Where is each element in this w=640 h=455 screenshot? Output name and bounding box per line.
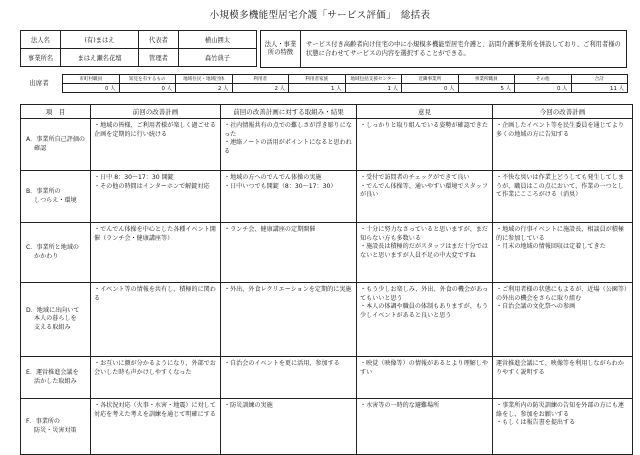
next-plan-cell — [493, 223, 633, 283]
attendee-count: 11 人 — [571, 84, 628, 93]
manager-label: 管理者 — [139, 49, 179, 67]
attendees-label: 出席者 — [29, 79, 49, 87]
rep-value: 横山囲太 — [179, 31, 257, 49]
rep-label: 代表者 — [139, 31, 179, 49]
opinion-cell — [357, 399, 493, 455]
attendee-category: 利用者 — [232, 75, 289, 84]
cell-text: ・不快な臭いは作業上どうしても発生してしまうが、職員はこの点において、作業の一つとして作業にこころがける（消臭） — [496, 174, 624, 199]
evaluation-table — [20, 104, 633, 455]
table-row — [21, 171, 633, 223]
next-plan-cell — [493, 357, 633, 399]
corp-value: (有)まはえ — [61, 31, 139, 49]
attendee-category: 利用者家族 — [289, 75, 346, 84]
cell-text: ・月末の地域の情報回収は定着してきた — [496, 243, 606, 251]
attendance-table — [62, 74, 628, 93]
attendee-category: 地域住民・地域団体 — [176, 75, 233, 84]
previous-plan-cell — [91, 283, 221, 357]
table-row — [21, 283, 633, 357]
header-item: 項 目 — [21, 105, 91, 119]
attendee-count: 5 人 — [458, 84, 515, 93]
cell-text: ・その他の時間はインターホンで解錠対応 — [94, 182, 210, 190]
next-plan-cell — [493, 171, 633, 223]
attendee-count: 0 人 — [63, 84, 120, 93]
cell-text: F．事業所の — [26, 417, 60, 425]
previous-plan-cell — [91, 223, 221, 283]
opinion-cell — [357, 171, 493, 223]
item-label — [21, 357, 91, 399]
cell-text: ・しっかりと取り組んでいる姿勢が確認できた — [360, 122, 488, 129]
result-cell — [221, 223, 357, 283]
cell-text: 本人の暮らしを — [34, 315, 77, 323]
cell-text: ・連絡ノートの活用がポイントになると思われる — [224, 139, 352, 155]
result-cell — [221, 283, 357, 357]
cell-text: 防災・災害対策 — [34, 426, 77, 434]
item-label — [21, 283, 91, 357]
result-cell — [221, 119, 357, 171]
item-label — [21, 119, 91, 171]
cell-text: ・ランチ会、健康講座の定期開催 — [224, 226, 316, 233]
cell-text: ・十分に努力なさっていると思いますが、まだ知らない方も多数いる — [360, 226, 488, 242]
previous-plan-cell — [91, 119, 221, 171]
header-next-plan: 今回の改善計画 — [493, 105, 633, 119]
next-plan-cell — [493, 283, 633, 357]
manager-value: 森竹典子 — [179, 49, 257, 67]
cell-text: ・でんでん体操等、通いやすい環境でスタッフが良い — [360, 182, 488, 199]
cell-text: 支える取組み — [34, 323, 71, 331]
cell-text: B．事業所の — [26, 187, 61, 195]
cell-text: D．地域に出向いて — [26, 306, 80, 314]
cell-text: ・事業所内の防災訓練の告知を外部の方にも連絡をし、参加をお願いする — [496, 402, 624, 418]
result-cell — [221, 357, 357, 399]
cell-text: かかわり — [34, 252, 59, 260]
feature-text: サービス付き高齢者向け住宅の中に小規模多機能型居宅介護と、訪問介護事業所を併設しており、ご利用者様の状態に合わせてサービスの内容を選択することができる。 — [301, 31, 627, 68]
cell-text: 確認 — [34, 144, 47, 152]
office-value: まはえ瀬名花壇 — [61, 49, 139, 67]
page-title: 小規模多機能型居宅介護「サービス評価」 総括表 — [209, 10, 431, 21]
next-plan-cell — [493, 399, 633, 455]
table-row — [21, 223, 633, 283]
header-result: 前回の改善計画に対する取組み・結果 — [221, 105, 357, 119]
attendee-count: 1 人 — [289, 84, 346, 93]
cell-text: ・イベント等の情報を共有し、積極的に関わる — [94, 286, 216, 302]
attendee-category: 事業所職員 — [458, 75, 515, 84]
cell-text: ・防災訓練の実施 — [224, 402, 273, 409]
attendee-category: 近隣事業所 — [402, 75, 459, 84]
attendee-category: 市町村職員 — [63, 75, 120, 84]
cell-text: ・社内情報共有の点での難しさが浮き彫りになった — [224, 122, 352, 138]
table-row — [21, 357, 633, 399]
attendee-category: 知見を有するもの — [119, 75, 176, 84]
item-label — [21, 399, 91, 455]
previous-plan-cell — [91, 399, 221, 455]
result-cell — [221, 171, 357, 223]
cell-text: ・地域の皆様、ご利用者様が楽しく過ごせる企画を定期的に行い続ける — [94, 122, 216, 138]
previous-plan-cell — [91, 171, 221, 223]
opinion-cell — [357, 357, 493, 399]
attendee-count: 2 人 — [176, 84, 233, 93]
previous-plan-cell — [91, 357, 221, 399]
cell-text: E．運営推進会議を — [26, 368, 79, 376]
cell-text: ・地域の行事イベントに施設長、相談員が積極的に参加している — [496, 226, 624, 242]
cell-text: ・もしくは報告書を提出する — [496, 419, 576, 427]
feature-label: 法人・事業所の特徴 — [261, 31, 301, 68]
opinion-cell — [357, 283, 493, 357]
opinion-cell — [357, 223, 493, 283]
cell-text: ・水害等の一時的な避難場所 — [360, 402, 440, 409]
attendee-count: 0 人 — [515, 84, 572, 93]
cell-text: 活かした取組み — [34, 377, 77, 385]
opinion-cell — [357, 119, 493, 171]
attendee-count: 0 人 — [119, 84, 176, 93]
item-label — [21, 171, 91, 223]
feature-table — [260, 30, 627, 68]
cell-text: ・もう少しお楽しみ、外出、外食の機会があってもいいと思う — [360, 286, 489, 302]
cell-text: ・施設長は積極的だがスタッフはまだ十分ではないと思いますが人員不足の中大変ですね — [360, 243, 488, 259]
header-opinion: 意見 — [357, 105, 493, 119]
cell-text: ・受付で訪問者のチェックができて良い — [360, 174, 470, 181]
table-row — [21, 119, 633, 171]
attendee-category: 合計 — [571, 75, 628, 84]
cell-text: ・各状況対応（火事・水害・地震）に対して対応を考えた考えを訓練を通じて明確にする — [94, 402, 216, 418]
table-row — [21, 399, 633, 455]
attendee-count: 0 人 — [402, 84, 459, 93]
result-cell — [221, 399, 357, 455]
cell-text: ・ご利用者様の状態にもよるが、近場（公園等）の外出の機会をさらに取り組む — [496, 286, 628, 302]
item-label — [21, 223, 91, 283]
cell-text: ・でんでん体操を中心とした各種イベント開催（ランチ会・健康講座等） — [94, 226, 216, 242]
attendee-count: 1 人 — [345, 84, 402, 93]
cell-text: ・日中 8：30～17：30 開錠 — [94, 174, 174, 181]
cell-text: A．事業所自己評価の — [26, 135, 86, 143]
cell-text: C．事業所と地域の — [26, 243, 80, 251]
cell-text: ・お互いに顔が分かるようになり、外部でお会いした時も声かけしやすくなった — [94, 360, 216, 376]
cell-text: しつらえ・環境 — [34, 196, 77, 204]
cell-text: ・外出、外食レクリエーションを定期的に実施 — [224, 286, 352, 293]
cell-text: 運営推進会議にて、映像等を利用しながらわかりやすく説明する — [496, 360, 624, 376]
attendee-category: 地域包括支援センター — [345, 75, 402, 84]
office-label: 事業所名 — [21, 49, 61, 67]
corp-label: 法人名 — [21, 31, 61, 49]
cell-text: ・自治会議の文化祭への参画 — [496, 303, 576, 311]
attendee-count: 2 人 — [232, 84, 289, 93]
cell-text: ・日中いつでも開錠（8：30～17：30） — [224, 182, 337, 190]
cell-text: ・映覚（映像等）の情報があるとより理解しやすい — [360, 360, 488, 376]
next-plan-cell — [493, 119, 633, 171]
header-previous-plan: 前回の改善計画 — [91, 105, 221, 119]
attendee-category: その他 — [515, 75, 572, 84]
cell-text: ・自治会のイベントを更に活用、参加する — [224, 360, 340, 367]
cell-text: ・本人の体調や職員の体制もありますが、もう少しイベントがあると良いと思う — [360, 303, 488, 319]
cell-text: ・地域の方へのでんでん体操の実施 — [224, 174, 322, 181]
cell-text: ・企画したイベント等を民生委員を通じてより多くの地域の方に告知する — [496, 122, 624, 138]
info-table — [20, 30, 257, 67]
